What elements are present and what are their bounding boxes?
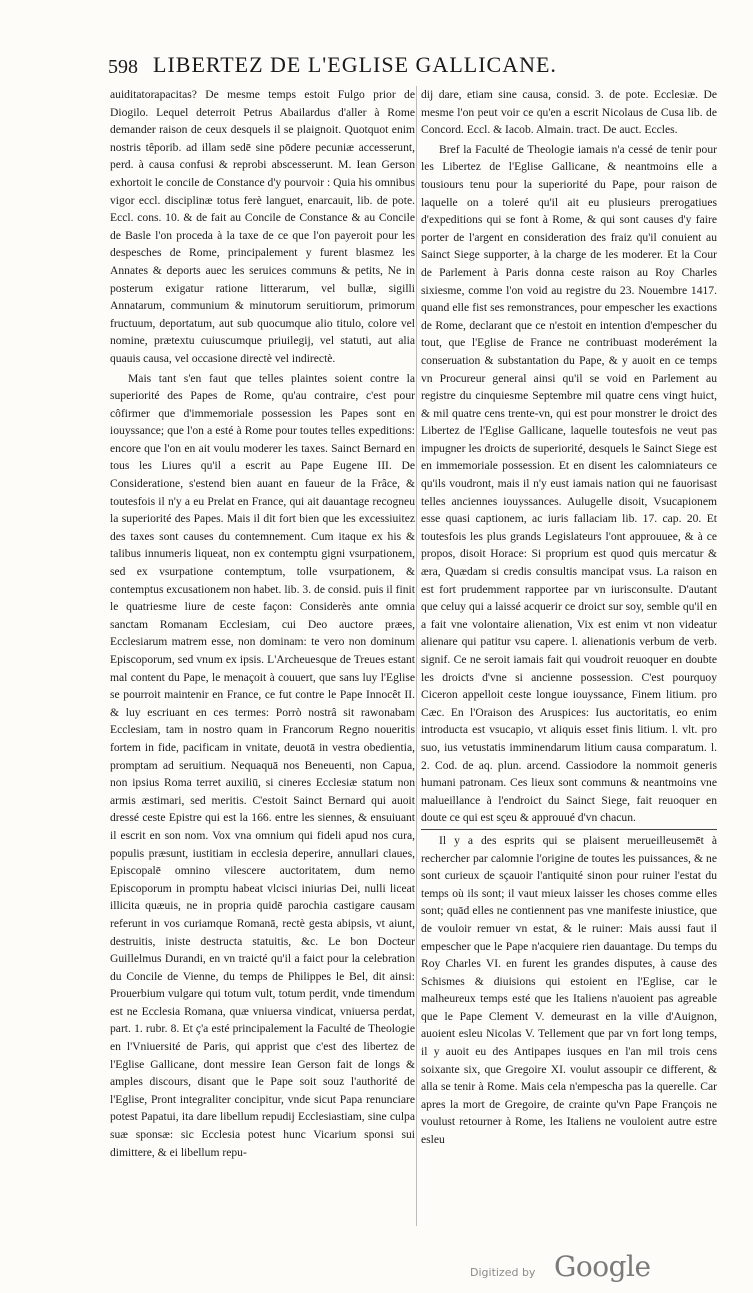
column-divider xyxy=(416,86,417,1226)
digitized-by-label: Digitized by xyxy=(470,1266,536,1279)
digitization-footer xyxy=(470,1250,710,1286)
page-number: 598 xyxy=(108,56,138,78)
page-header xyxy=(108,52,718,82)
right-column xyxy=(421,86,717,1151)
paragraph: Bref la Faculté de Theologie iamais n'a cessé de tenir pour les Libertez de l'Eglise Gallicane, & neantmoins elle a tousiours tenu pour la superiorité du Pape, pour raison de laquelle on a toleré qu'il ait eu plusieurs prerogatiues d'expeditions qui se font à Rome, & qui sont causes d'y faire porter de l'argent en consideration des fraiz qu'il conuient au Sainct Siege supporter, à la charge de les moderer. Et la Cour de Parlement à Paris donna ceste raison au Roy Charles sixiesme, comme l'on void au registre du 23. Nouembre 1417. quand elle fist ses remonstrances, pour empescher les exactions de Rome, declarant que ce n'estoit en intention d'empescher du tout, que l'Eglise de France ne contribuast moderément la conseruation & substantation du Pape, & y auoit en ce temps vn Procureur general ainsi qu'il se void en Parlement au registre du cinquiesme Septembre mil quatre cens vingt huict, & mil quatre cens trente-vn, qui est pour monstrer le droict des Libertez de l'Eglise Gallicane, laquelle toutesfois ne veut pas impugner les droicts de superiorité, desquels le Sainct Siege est en immemoriale possession. Et en disent les calomniateurs ce qu'ils voudront, mais il n'y eust iamais nation qui ne fauorisast telles anciennes iouyssances. Aulugelle disoit, Vsucapionem esse quasi captionem, ac iuris fallaciam lib. 17. cap. 20. Et toutesfois les plus grands Legislateurs l'ont approuuee, & à ce propos, disoit Horace: Si proprium est quod quis mercatur & æra, Quædam si credis consultis mancipat vsus. La raison en est fort prudemment rapportee par vn iurisconsulte. D'autant que celuy qui a laissé acquerir ce droict sur soy, semble qu'il en a fait vne volontaire alienation, Vix est enim vt non videatur alienare qui patitur vsu capere. l. alienationis verbum de verb. signif. Ce ne seroit iamais fait qui voudroit reuoquer en doubte les droicts d'vne si ancienne possession. C'est pourquoy Ciceron appelloit ceste longue iouyssance, Finem litium. pro Cæc. En l'Oraison des Aruspices: Ius auctoritatis, eo enim introducta est vsucapio, vt aliquis esset finis litium. l. vlt. pro suo, ius vetustatis imminendarum litium causa comparatum. l. 2. Cod. de aq. plun. arcend. Cassiodore la nommoit generis humani patronam. Ces lieux sont communs & neantmoins vne malueillance à l'endroict du Sainct Siege, fait reuoquer en doute ce qui est sçeu & approuué d'vn chacun. xyxy=(421,142,717,825)
paragraph: Mais tant s'en faut que telles plaintes soient contre la superiorité des Papes de Rome, qu'au contraire, c'est pour côfirmer que d'immemoriale possession les Papes sont en iouyssance; que l'on a esté à Rome pour toutes telles expeditions: encore que l'on en ait voulu moderer les taxes. Sainct Bernard en tous les Liures qu'il a escrit au Pape Eugene III. De Consideratione, s'estend bien auant en faueur de la Frâce, & toutesfois il n'y a eu Prelat en France, qui ait dauantage recogneu la superiorité des Papes. Mais il dit fort bien que les excessiuitez des taxes sont causes du contemnement. Cum itaque ex his & talibus innumeris liqueat, non ex contemptu gigni vsurpationem, sed ex vsurpatione contemptum, tolle vsurpationem, & contemptus excusationem non habet. lib. 3. de consid. puis il finit le quatriesme liure de ceste façon: Considerès ante omnia sanctam Romanam Ecclesiam, cui Deo auctore præes, Ecclesiarum matrem esse, non dominam: te vero non dominum Episcoporum, sed vnum ex ipsis. L'Archeuesque de Treues estant mal content du Pape, le menaçoit à couuert, que sans luy l'Eglise se pourroit maintenir en France, ce fut contre le Pape Innocêt II. & luy escriuant en ces termes: Porrò nostrâ sit rawonabam Ecclesiam, tam in nostro quam in Francorum Regno noueritis fortem in fide, pacificam in vnitate, deuotā in vestra obedientia, promptam ad seruitium. Nequaquā nos Beneuenti, non Capua, non ipsius Roma terret auxiliū, si cineres Ecclesiæ statum non armis æstimari, sed meritis. C'estoit Sainct Bernard qui auoit dressé ceste Epistre qui est la 166. entre les siennes, & ensuiuant il escrit en son nom. Vox vna omnium qui fideli apud nos cura, populis præsunt, iustitiam in ecclesia deperire, annullari claues, Episcopalē omnino vilescere auctoritatem, dum nemo Episcoporum in promptu habeat vlcisci iniurias Dei, nulli liceat illicita quæuis, ne in propria quidē parochia castigare causam referunt in vos curiamque Romanā, rectè gesta abipsis, vt aiunt, destruitis, iniste destructa statuitis, &c. Le bon Docteur Guillelmus Durandi, en vn traicté qu'il a faict pour la celebration du Concile de Vienne, du temps de Philippes le Bel, dit ainsi: Prouerbium vulgare qui totum vult, totum perdit, vnde timendum est ne Ecclesia Romana, quæ vniuersa vindicat, vniuersa perdat, part. 1. rubr. 8. Et ç'a esté principalement la Faculté de Theologie en l'Vniuersité de Paris, qui apprist que c'est des libertez de l'Eglise Gallicane, dont messire Iean Gerson fait de longs & amples discours, disant que le Pape soit souz l'authorité de l'Eglise, Pront integraliter concipitur, vnde sicut Papa renunciare potest Papatui, ita dare libellum repudij Ecclesiastiam, sine culpa suæ sponsæ: sic Ecclesia potest hunc Vicarium sponsi sui dimittere, & ei libellum repu- xyxy=(110,371,415,1159)
paragraph: dij dare, etiam sine causa, consid. 3. de pote. Ecclesiæ. De mesme l'on peut voir ce qu'en a escrit Nicolaus de Cusa lib. de Concord. Eccl. & Iacob. Almain. tract. De auct. Eccles. xyxy=(421,88,717,137)
google-logo: Google xyxy=(554,1250,651,1283)
left-column xyxy=(110,86,415,1163)
running-title: LIBERTEZ DE L'EGLISE GALLICANE. xyxy=(153,52,557,77)
paragraph: auiditatorapacitas? De mesme temps estoit Fulgo prior de Diogilo. Lequel deterroit Petrus Abailardus d'aller à Rome demander raison de ceux desquels il se plaignoit. Quotquot enim nostris têporib. ad illam sedē sine pōdere pecuniæ accesserunt, perd. à causa confusi & reprobi abscesserunt. M. Iean Gerson exhortoit le concile de Constance d'y pourvoir : Quia his omnibus vigor eccl. disciplinæ totus ferè languet, enarcauit, lib. de pote. Eccl. cons. 10. & de fait au Concile de Constance & au Concile de Basle l'on proceda à la taxe de ce que l'on payeroit pour les despesches de Rome, principalement y furent blasmez les Annates & deports auec les seruices communs & petits, Ne in posterum exigatur ratione litterarum, vel bullæ, sigilli Annatarum, communium & minutorum seruitiorum, primorum fructuum, deportatum, aut sub quocumque alio titulo, colore vel nomine, prætextu cuiuscumque priuilegij, vel statuti, aut alia quauis causa, vel occasione directè vel indirectè. xyxy=(110,88,415,365)
paragraph: Il y a des esprits qui se plaisent merueilleusemēt à rechercher par calomnie l'origine de toutes les puissances, & ne sont curieux de sçauoir l'antiquité sinon pour ruiner l'estat du temps où ils sont; il vaut mieux laisser les choses comme elles sont; quād elles ne contiennent pas vne manifeste iniustice, que de vouloir remuer vn estat, & le ruiner: Mais aussi faut il empescher que le Pape n'acquiere rien dauantage. Du temps du Roy Charles VI. en furent les grandes disputes, à cause des Schismes & diuisions qui estoient en l'Eglise, car le malheureux temps esté que les Italiens n'auoient pas agreable que le Pape Clement V. demeurast en la ville d'Auignon, auoient esleu Nicolas V. Tellement que par vn fort long temps, il y auoit eu des Antipapes iusques en l'an mil trois cens soixante six, que Gregoire XI. voulut assoupir ce different, & alla se tenir à Rome. Mais cela n'empescha pas la querelle. Car apres la mort de Gregoire, de crainte qu'vn Pape François ne voulust retourner à Rome, les Italiens ne vouloient autre estre esleu xyxy=(421,829,717,1149)
